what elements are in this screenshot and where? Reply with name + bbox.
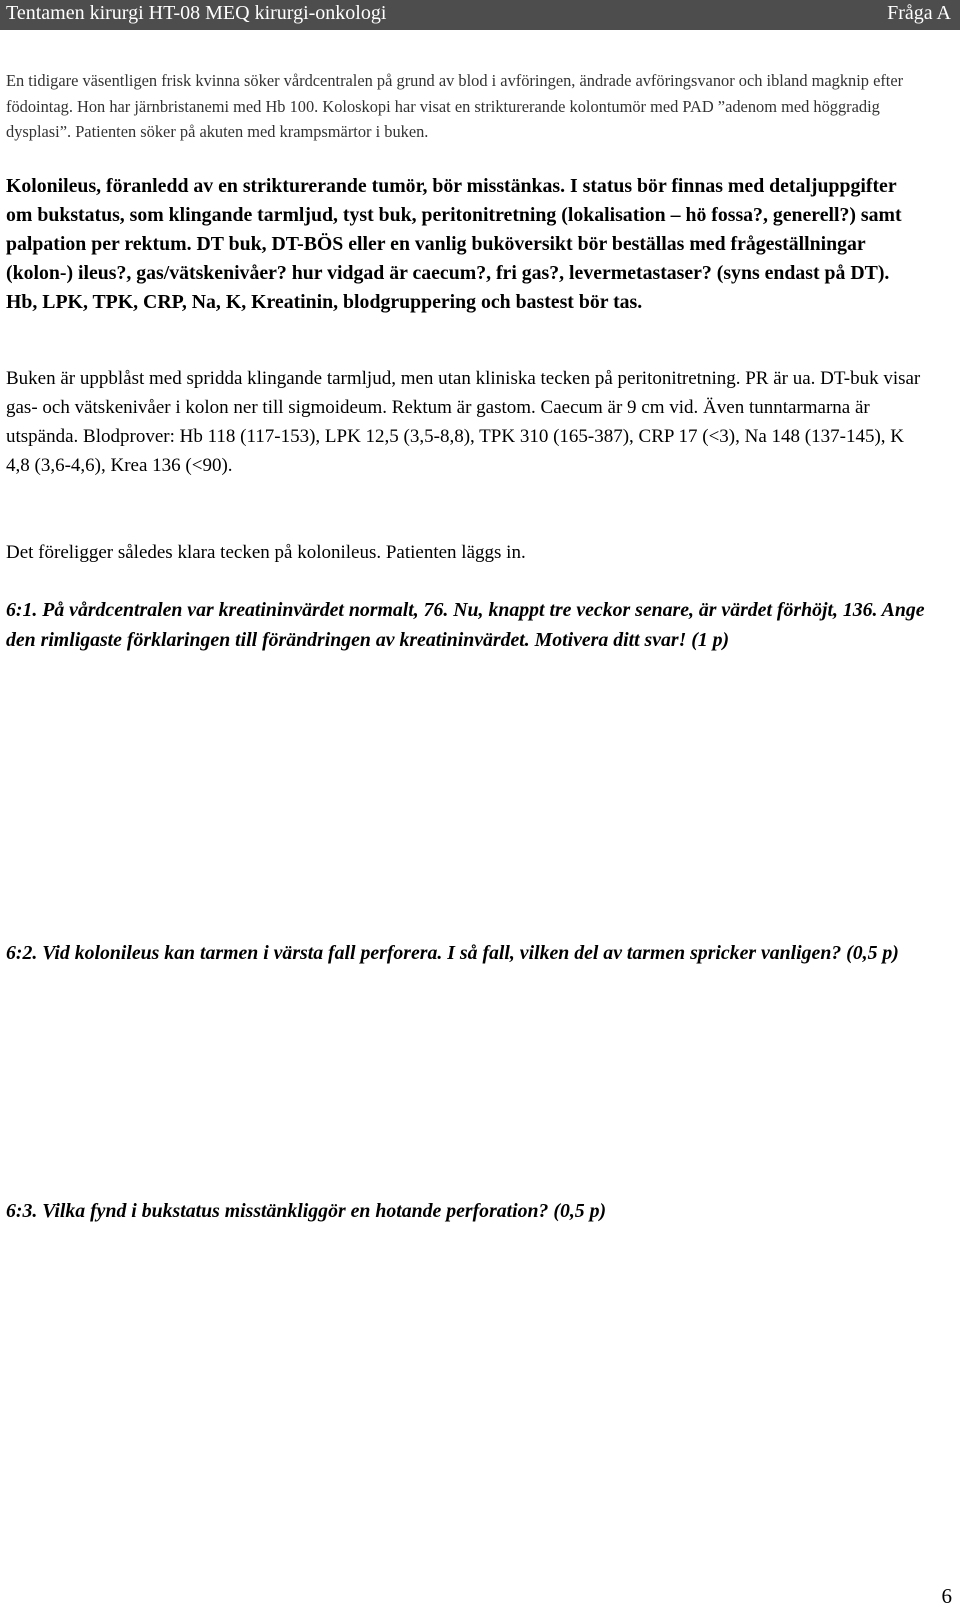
question-6-3: 6:3. Vilka fynd i bukstatus misstänkliggör en hotande perforation? (0,5 p) [6, 1200, 607, 1222]
case-status: Buken är uppblåst med spridda klingande tarmljud, men utan kliniska tecken på peritonitretning. PR är ua. DT-buk visar gas- och vätskenivåer i kolon ner till sigmoideum. Rektum är gastom. Caecum är 9 cm vid. Även tunntarmarna är utspända. Blodprover: Hb 118 (117-153), LPK 12,5 (3,5-8,8), TPK 310 (165-387), CRP 17 (<3), Na 148 (137-145), K 4,8 (3,6-4,6), Krea 136 (<90). [6, 368, 921, 476]
case-conclusion: Det föreligger således klara tecken på kolonileus. Patienten läggs in. [6, 542, 526, 563]
question-label: Fråga A [887, 2, 951, 24]
question-6-2: 6:2. Vid kolonileus kan tarmen i värsta fall perforera. I så fall, vilken del av tarmen spricker vanligen? (0,5 p) [6, 942, 899, 964]
page-header [0, 0, 960, 30]
case-suspicion: Kolonileus, föranledd av en strikturerande tumör, bör misstänkas. I status bör finnas med detaljuppgifter om bukstatus, som klingande tarmljud, tyst buk, peritonitretning (lokalisation – hö fossa?, generell?) samt palpation per rektum. DT buk, DT-BÖS eller en vanlig buköversikt bör beställas med frågeställningar (kolon-) ileus?, gas/vätskenivåer? hur vidgad är caecum?, fri gas?, levermetastaser? (syns endast på DT). Hb, LPK, TPK, CRP, Na, K, Kreatinin, blodgruppering och bastest bör tas. [6, 175, 902, 313]
exam-title: Tentamen kirurgi HT-08 MEQ kirurgi-onkologi [6, 2, 387, 24]
question-6-1: 6:1. På vårdcentralen var kreatininvärdet normalt, 76. Nu, knappt tre veckor senare, är värdet förhöjt, 136. Ange den rimligaste förklaringen till förändringen av kreatininvärdet. Motivera ditt svar! (1 p) [6, 599, 925, 651]
page-number: 6 [941, 1584, 952, 1608]
case-intro: En tidigare väsentligen frisk kvinna söker vårdcentralen på grund av blod i avföringen, ändrade avföringsvanor och ibland magknip efter födointag. Hon har järnbristanemi med Hb 100. Koloskopi har visat en strikturerande kolontumör med PAD ”adenom med höggradig dysplasi”. Patienten söker på akuten med krampsmärtor i buken. [6, 71, 904, 141]
